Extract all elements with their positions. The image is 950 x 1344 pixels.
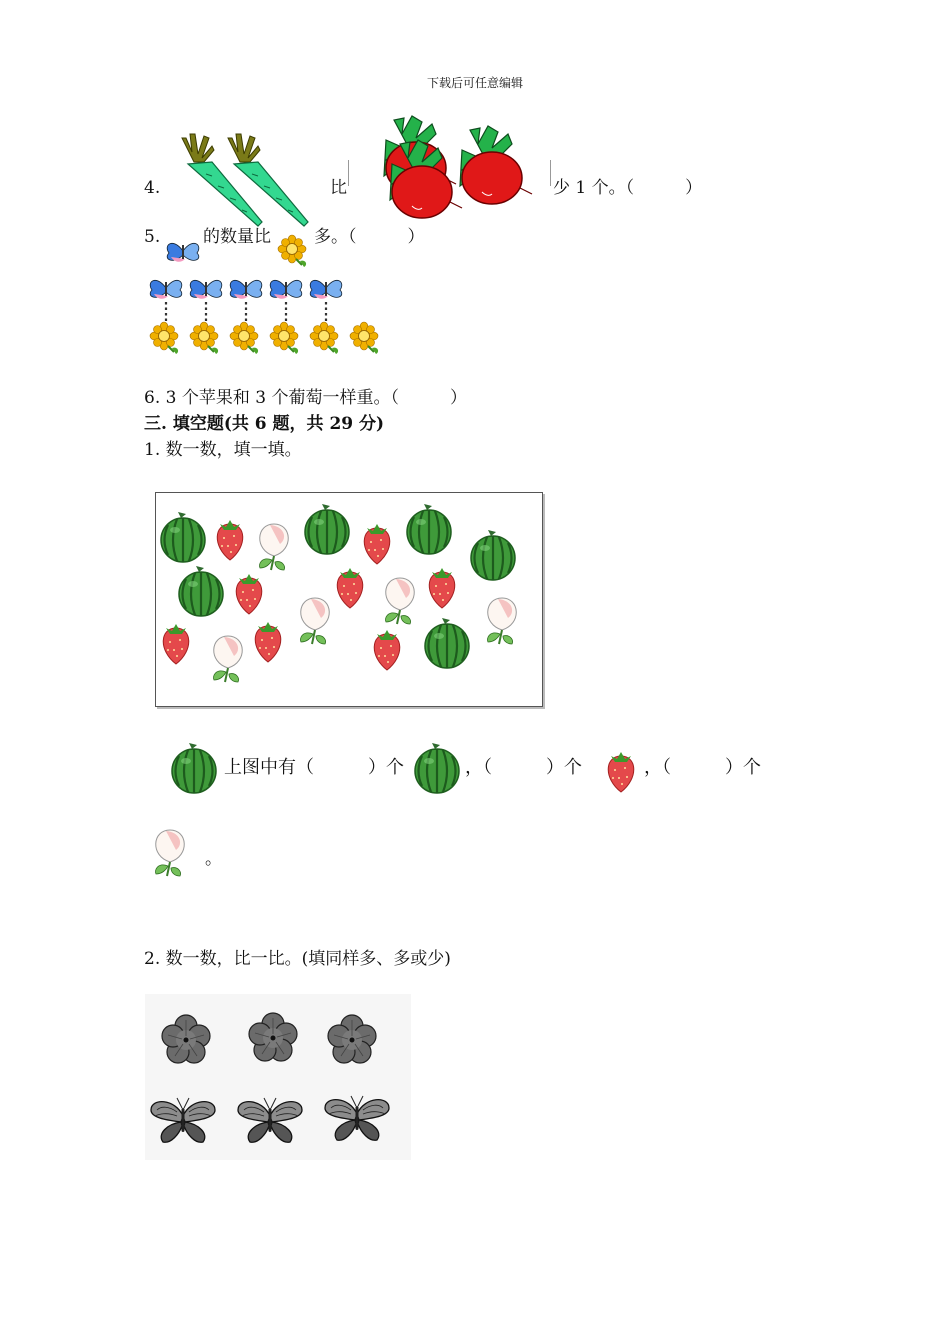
page-header: 下载后可任意编辑 [426, 76, 523, 90]
peach-icon [488, 598, 517, 644]
fill-1-answer-sep-2: ，（ ）个 [644, 757, 761, 778]
peach-icon [301, 598, 330, 644]
sunflower-icon [190, 322, 218, 354]
sunflower-icon [230, 322, 258, 354]
fruit-picture [155, 492, 543, 707]
strawberry-icon [337, 568, 363, 608]
question-4-tail: 少 1 个。（ ） [553, 178, 703, 198]
question-5-compare-word: 的数量比 [203, 227, 271, 247]
peach-icon [386, 578, 415, 624]
fill-1-answer-sep-1: ，（ ）个 [465, 757, 582, 778]
strawberry-icon [602, 748, 642, 796]
watermelon-icon [179, 566, 223, 616]
watermelon-icon [161, 512, 205, 562]
radishes-image [350, 116, 554, 222]
sunflower-icon [350, 322, 378, 354]
butterfly-icon [230, 280, 262, 298]
butterfly-icon [190, 280, 222, 298]
watermelon-icon [471, 530, 515, 580]
strawberry-icon [374, 630, 400, 670]
fill-1-prompt: 1. 数一数，填一填。 [144, 440, 302, 460]
divider [550, 160, 551, 186]
butterfly-icon [150, 280, 182, 298]
strawberry-icon [429, 568, 455, 608]
peach-icon [214, 636, 243, 682]
butterfly-icon [310, 280, 342, 298]
butterfly-icon [270, 280, 302, 298]
radish-icon [460, 126, 532, 204]
butterfly-sunflower-matching-image [148, 268, 384, 356]
peach-icon [148, 826, 202, 888]
strawberry-icon [217, 520, 243, 560]
watermelon-icon [407, 504, 451, 554]
question-4-number: 4. [144, 178, 161, 198]
strawberry-icon [236, 574, 262, 614]
watermelon-icon [425, 618, 469, 668]
fill-1-answer-end: 。 [205, 849, 222, 869]
strawberry-icon [163, 624, 189, 664]
fill-2-prompt: 2. 数一数，比一比。(填同样多、多或少) [144, 949, 451, 969]
watermelon-icon [305, 504, 349, 554]
question-5-tail: 多。（ ） [314, 227, 425, 247]
sunflower-icon [150, 322, 178, 354]
strawberry-icon [364, 524, 390, 564]
question-4-compare-word: 比 [330, 178, 347, 198]
watermelon-icon [168, 740, 220, 800]
divider [348, 160, 349, 186]
carrot-icon [228, 134, 308, 226]
section-3-title: 三. 填空题(共 6 题，共 29 分) [144, 414, 385, 434]
flowers-butterflies-picture [145, 994, 411, 1160]
carrots-image [168, 130, 338, 222]
sunflower-icon [310, 322, 338, 354]
strawberry-icon [255, 622, 281, 662]
question-6: 6. 3 个苹果和 3 个葡萄一样重。（ ） [144, 388, 467, 408]
sunflower-icon [279, 236, 309, 268]
sunflower-icon [270, 322, 298, 354]
question-5-number: 5. [144, 227, 161, 247]
watermelon-icon [411, 740, 463, 800]
peach-icon [260, 524, 289, 570]
fill-1-answer-line-start: 上图中有（ ）个 [224, 757, 404, 778]
butterfly-icon [168, 238, 198, 268]
